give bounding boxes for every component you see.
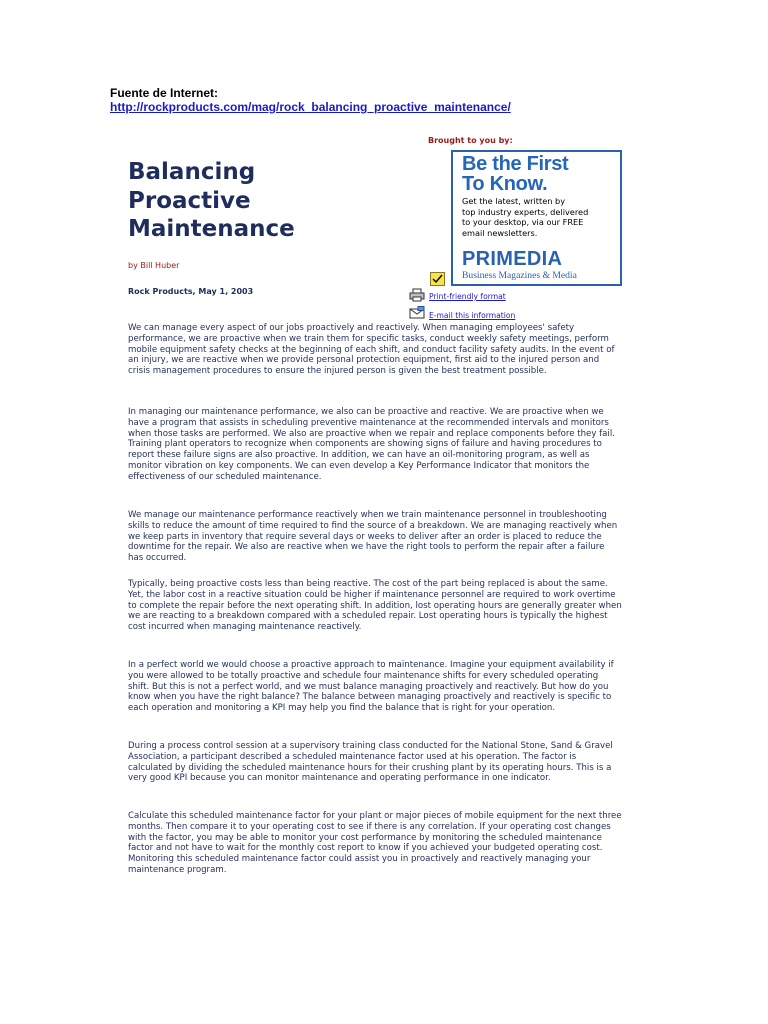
print-friendly-link[interactable]: Print-friendly format bbox=[429, 292, 506, 301]
article-paragraph: Calculate this scheduled maintenance factor for your plant or major pieces of mobile equipment for the next three months. Then compare it to your operating cost to see if there is any correlation. If your operating cost changes with the factor, you may be able to monitor your cost performance by monitoring the scheduled maintenance factor and not have to wait for the monthly cost report to know if you achieved your budgeted operating cost. Monitoring this scheduled maintenance factor could assist you in proactively and reactively managing your maintenance program. bbox=[128, 811, 622, 875]
ad-brand-subtitle: Business Magazines & Media bbox=[462, 270, 577, 281]
printer-icon[interactable] bbox=[409, 288, 425, 302]
ad-body-text bbox=[462, 196, 620, 238]
ad-cursor-icon bbox=[430, 272, 445, 286]
title-line: Balancing bbox=[128, 159, 256, 185]
publication-date: Rock Products, May 1, 2003 bbox=[128, 287, 254, 296]
sponsor-label: Brought to you by: bbox=[428, 136, 513, 145]
title-line: Proactive bbox=[128, 187, 251, 214]
source-label: Fuente de Internet: bbox=[110, 86, 219, 100]
article-paragraph: We manage our maintenance performance reactively when we train maintenance personnel in troubleshooting skills to reduce the amount of time required to find the source of a breakdown. We are managing reactively when we keep parts in inventory that require several days or weeks to deliver after an order is placed to reduce the downtime for the repair. We also are reactive when we have the right tools to perform the repair after a failure has occurred. bbox=[128, 510, 618, 564]
article-title bbox=[128, 158, 428, 244]
ad-headline bbox=[462, 154, 568, 194]
ad-body-line: Get the latest, written by bbox=[462, 196, 566, 206]
article-paragraph: Typically, being proactive costs less than being reactive. The cost of the part being replaced is about the same. Yet, the labor cost in a reactive situation could be higher if maintenance personnel are required to work overtime to complete the repair before the next operating shift. In addition, lost operating hours are generally greater when we are reacting to a breakdown compared with a scheduled repair. Lost operating hours is typically the highest cost incurred when managing maintenance reactively. bbox=[128, 579, 622, 633]
author-byline: by Bill Huber bbox=[128, 261, 180, 270]
article-paragraph: In a perfect world we would choose a proactive approach to maintenance. Imagine your equipment availability if you were allowed to be totally proactive and schedule four maintenance shifts for every scheduled operating shift. But this is not a perfect world, and we must balance managing proactively and reactively. But how do you know when you have the right balance? The balance between managing proactively and reactively is specific to each operation and monitoring a KPI may help you find the balance that is right for your operation. bbox=[128, 660, 614, 714]
ad-body-line: top industry experts, delivered bbox=[462, 206, 589, 217]
ad-brand-logo: PRIMEDIA bbox=[462, 248, 563, 270]
source-url-link[interactable]: http://rockproducts.com/mag/rock_balancing_proactive_maintenance/ bbox=[110, 100, 511, 114]
ad-headline-line: Be the First bbox=[462, 153, 569, 175]
email-this-link[interactable]: E-mail this information bbox=[429, 311, 516, 320]
ad-body-line: email newsletters. bbox=[462, 227, 538, 238]
email-icon[interactable] bbox=[409, 306, 425, 320]
sponsor-ad-banner[interactable] bbox=[451, 150, 622, 286]
title-line: Maintenance bbox=[128, 216, 295, 242]
ad-body-line: to your desktop, via our FREE bbox=[462, 217, 584, 227]
article-paragraph: In managing our maintenance performance, we also can be proactive and reactive. We are proactive when we have a program that assists in scheduling preventive maintenance at the recommended intervals and monitors when those tasks are performed. We also are proactive when we repair and replace components before they fail. Training plant operators to recognize when components are showing signs of failure and having procedures to report these failure signs are also proactive. In addition, we can have an oil-monitoring program, as well as monitor vibration on key components. We can even develop a Key Performance Indicator that monitors the effectiveness of our scheduled maintenance. bbox=[128, 407, 615, 482]
article-paragraph: During a process control session at a supervisory training class conducted for the National Stone, Sand & Gravel Association, a participant described a scheduled maintenance factor used at his operation. The factor is calculated by dividing the scheduled maintenance hours for their crushing plant by its operating hours. This is a very good KPI because you can monitor maintenance and operating performance in one indicator. bbox=[128, 741, 613, 784]
ad-headline-line: To Know. bbox=[462, 173, 548, 195]
article-paragraph: We can manage every aspect of our jobs proactively and reactively. When managing employees' safety performance, we are proactive when we train them for specific tasks, conduct weekly safety meetings, perform mobile equipment safety checks at the beginning of each shift, and conduct facility safety audits. In the event of an injury, we are reactive when we provide personal protection equipment, first aid to the injured person and crisis management procedures to ensure the injured person is given the best treatment possible. bbox=[128, 323, 615, 377]
